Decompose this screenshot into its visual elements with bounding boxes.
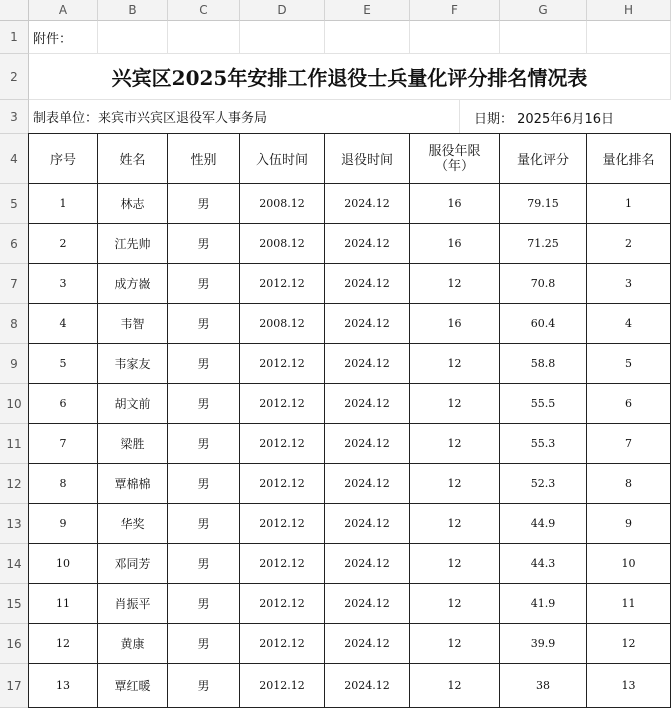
cell-seq[interactable]: 13 [29, 664, 98, 708]
cell-enlist-date[interactable]: 2012.12 [240, 464, 325, 504]
cell-score[interactable]: 52.3 [500, 464, 587, 504]
cell-enlist-date[interactable]: 2012.12 [240, 264, 325, 304]
cell-score[interactable]: 79.15 [500, 184, 587, 224]
cell-discharge-date[interactable]: 2024.12 [325, 184, 410, 224]
header-gender[interactable]: 性别 [168, 134, 240, 184]
column-header-h[interactable]: H [587, 0, 671, 21]
cell-score[interactable]: 60.4 [500, 304, 587, 344]
cell-discharge-date[interactable]: 2024.12 [325, 264, 410, 304]
empty-cell[interactable] [168, 21, 240, 54]
cell-gender[interactable]: 男 [168, 424, 240, 464]
empty-cell[interactable] [325, 21, 410, 54]
cell-gender[interactable]: 男 [168, 344, 240, 384]
cell-seq[interactable]: 8 [29, 464, 98, 504]
cell-seq[interactable]: 11 [29, 584, 98, 624]
cell-name[interactable]: 覃红暖 [98, 664, 168, 708]
cell-discharge-date[interactable]: 2024.12 [325, 384, 410, 424]
empty-cell[interactable] [98, 21, 168, 54]
cell-rank[interactable]: 3 [587, 264, 671, 304]
cell-name[interactable]: 邓同芳 [98, 544, 168, 584]
cell-discharge-date[interactable]: 2024.12 [325, 544, 410, 584]
cell-gender[interactable]: 男 [168, 224, 240, 264]
row-header-10[interactable]: 10 [0, 384, 29, 424]
cell-rank[interactable]: 10 [587, 544, 671, 584]
cell-rank[interactable]: 2 [587, 224, 671, 264]
cell-service-years[interactable]: 16 [410, 224, 500, 264]
cell-seq[interactable]: 6 [29, 384, 98, 424]
cell-service-years[interactable]: 12 [410, 344, 500, 384]
cell-service-years[interactable]: 12 [410, 424, 500, 464]
row-header-11[interactable]: 11 [0, 424, 29, 464]
column-header-d[interactable]: D [240, 0, 325, 21]
cell-enlist-date[interactable]: 2012.12 [240, 664, 325, 708]
column-header-f[interactable]: F [410, 0, 500, 21]
cell-rank[interactable]: 1 [587, 184, 671, 224]
row-header-6[interactable]: 6 [0, 224, 29, 264]
cell-gender[interactable]: 男 [168, 544, 240, 584]
cell-score[interactable]: 58.8 [500, 344, 587, 384]
cell-enlist-date[interactable]: 2008.12 [240, 184, 325, 224]
cell-name[interactable]: 韦智 [98, 304, 168, 344]
cell-gender[interactable]: 男 [168, 304, 240, 344]
cell-name[interactable]: 梁胜 [98, 424, 168, 464]
column-header-b[interactable]: B [98, 0, 168, 21]
header-discharge-date[interactable]: 退役时间 [325, 134, 410, 184]
cell-name[interactable]: 华奖 [98, 504, 168, 544]
cell-score[interactable]: 70.8 [500, 264, 587, 304]
unit-label[interactable]: 制表单位：来宾市兴宾区退役军人事务局 [29, 100, 460, 134]
cell-score[interactable]: 44.3 [500, 544, 587, 584]
cell-gender[interactable]: 男 [168, 664, 240, 708]
cell-discharge-date[interactable]: 2024.12 [325, 304, 410, 344]
header-line: （年） [434, 158, 474, 174]
cell-gender[interactable]: 男 [168, 504, 240, 544]
page-title[interactable]: 兴宾区2025年安排工作退役士兵量化评分排名情况表 [29, 54, 671, 100]
empty-cell[interactable] [587, 21, 671, 54]
cell-enlist-date[interactable]: 2012.12 [240, 624, 325, 664]
cell-score[interactable]: 71.25 [500, 224, 587, 264]
cell-rank[interactable]: 8 [587, 464, 671, 504]
cell-name[interactable]: 肖振平 [98, 584, 168, 624]
header-name[interactable]: 姓名 [98, 134, 168, 184]
empty-cell[interactable] [500, 21, 587, 54]
cell-discharge-date[interactable]: 2024.12 [325, 344, 410, 384]
cell-discharge-date[interactable]: 2024.12 [325, 584, 410, 624]
cell-enlist-date[interactable]: 2012.12 [240, 384, 325, 424]
cell-discharge-date[interactable]: 2024.12 [325, 424, 410, 464]
cell-discharge-date[interactable]: 2024.12 [325, 464, 410, 504]
cell-service-years[interactable]: 12 [410, 544, 500, 584]
row-header-16[interactable]: 16 [0, 624, 29, 664]
cell-enlist-date[interactable]: 2012.12 [240, 584, 325, 624]
cell-seq[interactable]: 12 [29, 624, 98, 664]
row-header-8[interactable]: 8 [0, 304, 29, 344]
column-header-g[interactable]: G [500, 0, 587, 21]
cell-rank[interactable]: 9 [587, 504, 671, 544]
cell-rank[interactable]: 7 [587, 424, 671, 464]
cell-gender[interactable]: 男 [168, 184, 240, 224]
cell-service-years[interactable]: 12 [410, 584, 500, 624]
cell-rank[interactable]: 11 [587, 584, 671, 624]
column-header-e[interactable]: E [325, 0, 410, 21]
cell-seq[interactable]: 1 [29, 184, 98, 224]
cell-service-years[interactable]: 12 [410, 384, 500, 424]
cell-enlist-date[interactable]: 2012.12 [240, 424, 325, 464]
cell-service-years[interactable]: 12 [410, 504, 500, 544]
row-header-5[interactable]: 5 [0, 184, 29, 224]
cell-service-years[interactable]: 12 [410, 664, 500, 708]
cell-seq[interactable]: 7 [29, 424, 98, 464]
cell-seq[interactable]: 2 [29, 224, 98, 264]
cell-score[interactable]: 39.9 [500, 624, 587, 664]
column-header-a[interactable]: A [29, 0, 98, 21]
cell-seq[interactable]: 5 [29, 344, 98, 384]
row-header-1[interactable]: 1 [0, 21, 29, 54]
cell-rank[interactable]: 12 [587, 624, 671, 664]
row-header-15[interactable]: 15 [0, 584, 29, 624]
cell-enlist-date[interactable]: 2012.12 [240, 544, 325, 584]
cell-gender[interactable]: 男 [168, 464, 240, 504]
cell-discharge-date[interactable]: 2024.12 [325, 664, 410, 708]
row-header-9[interactable]: 9 [0, 344, 29, 384]
cell-rank[interactable]: 5 [587, 344, 671, 384]
cell-service-years[interactable]: 16 [410, 304, 500, 344]
date-label[interactable]: 日期： 2025年6月16日 [474, 111, 615, 127]
cell-service-years[interactable]: 12 [410, 464, 500, 504]
row-header-4[interactable]: 4 [0, 134, 29, 184]
cell-seq[interactable]: 4 [29, 304, 98, 344]
cell-rank[interactable]: 4 [587, 304, 671, 344]
cell-score[interactable]: 44.9 [500, 504, 587, 544]
row-header-7[interactable]: 7 [0, 264, 29, 304]
cell-seq[interactable]: 9 [29, 504, 98, 544]
cell-discharge-date[interactable]: 2024.12 [325, 504, 410, 544]
header-service-years[interactable] [410, 134, 500, 184]
cell-score[interactable]: 55.3 [500, 424, 587, 464]
cell-discharge-date[interactable]: 2024.12 [325, 624, 410, 664]
cell-name[interactable]: 江先帅 [98, 224, 168, 264]
row-header-3[interactable]: 3 [0, 100, 29, 134]
cell-rank[interactable]: 13 [587, 664, 671, 708]
attachment-label[interactable]: 附件： [29, 21, 98, 54]
cell-score[interactable]: 41.9 [500, 584, 587, 624]
row-header-2[interactable]: 2 [0, 54, 29, 100]
row-header-13[interactable]: 13 [0, 504, 29, 544]
cell-service-years[interactable]: 12 [410, 624, 500, 664]
cell-gender[interactable]: 男 [168, 384, 240, 424]
row-header-17[interactable]: 17 [0, 664, 29, 708]
cell-enlist-date[interactable]: 2012.12 [240, 504, 325, 544]
cell-name[interactable]: 韦家友 [98, 344, 168, 384]
header-rank[interactable]: 量化排名 [587, 134, 671, 184]
header-score[interactable]: 量化评分 [500, 134, 587, 184]
cell-enlist-date[interactable]: 2012.12 [240, 344, 325, 384]
row-header-12[interactable]: 12 [0, 464, 29, 504]
cell-service-years[interactable]: 12 [410, 264, 500, 304]
header-enlist-date[interactable]: 入伍时间 [240, 134, 325, 184]
cell-score[interactable]: 55.5 [500, 384, 587, 424]
cell-service-years[interactable]: 16 [410, 184, 500, 224]
cell-seq[interactable]: 3 [29, 264, 98, 304]
row-header-14[interactable]: 14 [0, 544, 29, 584]
header-line: 服役年限 [428, 143, 481, 159]
cell-score[interactable]: 38 [500, 664, 587, 708]
cell-enlist-date[interactable]: 2008.12 [240, 224, 325, 264]
cell-name[interactable]: 黄康 [98, 624, 168, 664]
cell-gender[interactable]: 男 [168, 264, 240, 304]
cell-name[interactable]: 覃棉棉 [98, 464, 168, 504]
cell-enlist-date[interactable]: 2008.12 [240, 304, 325, 344]
empty-cell[interactable] [410, 21, 500, 54]
cell-name[interactable]: 胡文前 [98, 384, 168, 424]
select-all-corner[interactable] [0, 0, 29, 21]
header-seq[interactable]: 序号 [29, 134, 98, 184]
cell-seq[interactable]: 10 [29, 544, 98, 584]
cell-name[interactable]: 成方嶶 [98, 264, 168, 304]
cell-discharge-date[interactable]: 2024.12 [325, 224, 410, 264]
cell-gender[interactable]: 男 [168, 624, 240, 664]
cell-name[interactable]: 林志 [98, 184, 168, 224]
header-text [428, 144, 480, 174]
empty-cell[interactable] [240, 21, 325, 54]
column-header-c[interactable]: C [168, 0, 240, 21]
cell-gender[interactable]: 男 [168, 584, 240, 624]
cell-rank[interactable]: 6 [587, 384, 671, 424]
